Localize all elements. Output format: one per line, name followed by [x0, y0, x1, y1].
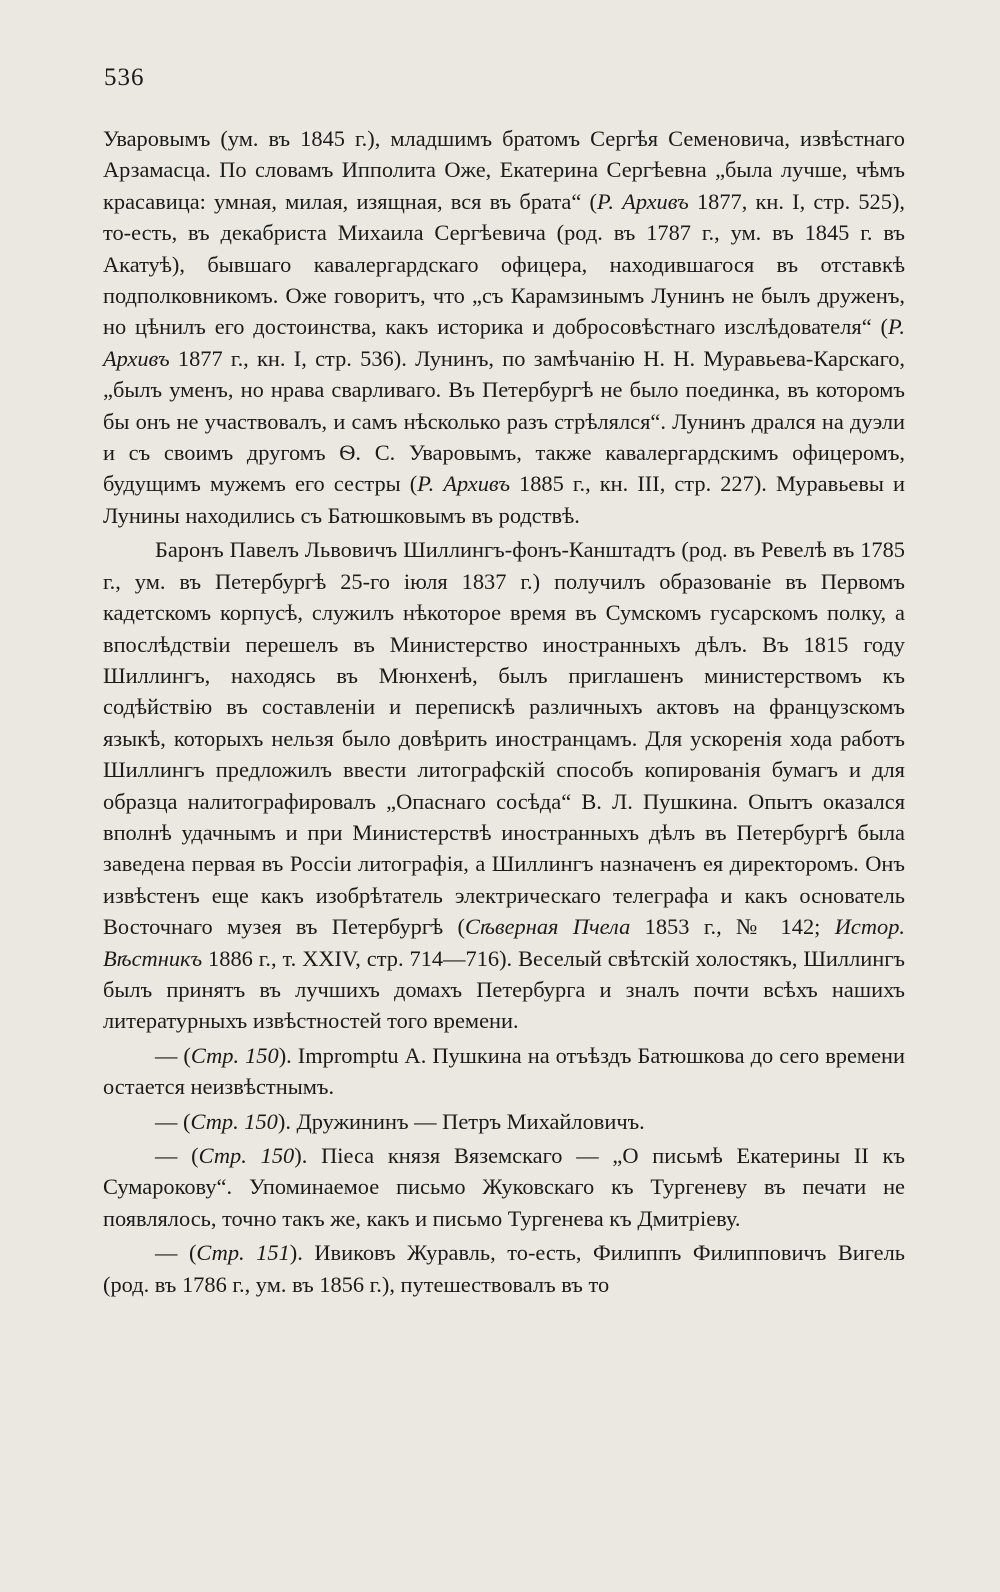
text-run: ). Дружининъ — Петръ Михайловичъ. — [277, 1108, 645, 1134]
paragraph-4 — [103, 1106, 905, 1137]
italic-citation: Р. Архивъ — [417, 471, 510, 497]
text-run: — ( — [155, 1143, 199, 1168]
text-run: 1853 г., № 142; — [630, 914, 835, 940]
italic-citation: Сѣверная Пчела — [465, 914, 631, 940]
italic-citation: Р. Архивъ — [103, 314, 905, 371]
text-run: — ( — [155, 1108, 191, 1134]
text-run: — ( — [155, 1240, 197, 1266]
paragraph-1 — [103, 123, 905, 531]
text-run: ). Піеса князя Вяземскаго — „О письмѣ Екатерины II къ Сумарокову“. Упоминаемое письмо Жуковскаго къ Тургеневу въ печати не появлялось, точно такъ же, какъ и письмо Тургенева къ Дмитріеву. — [103, 1143, 905, 1231]
text-run: — ( — [155, 1042, 191, 1068]
paragraph-2 — [103, 534, 905, 1037]
paragraph-3 — [103, 1040, 905, 1103]
text-run: Баронъ Павелъ Львовичъ Шиллингъ-фонъ-Канштадтъ (род. въ Ревелѣ въ 1785 г., ум. въ Петербургѣ 25-го іюля 1837 г.) получилъ образованіе въ Первомъ кадетскомъ корпусѣ, служилъ нѣкоторое время въ Сумскомъ гусарскомъ полку, а впослѣдствіи перешелъ въ Министерство иностранныхъ дѣлъ. Въ 1815 году Шиллингъ, находясь въ Мюнхенѣ, былъ приглашенъ министерствомъ къ содѣйствію въ составленіи и перепискѣ различныхъ актовъ на французскомъ языкѣ, которыхъ нельзя было довѣрить иностранцамъ. Для ускоренія хода работъ Шиллингъ предложилъ ввести литографскій способъ копированія бумагъ и для образца налитографировалъ „Опаснаго сосѣда“ В. Л. Пушкина. Опытъ оказался вполнѣ удачнымъ и при Министерствѣ иностранныхъ дѣлъ въ Петербургѣ была заведена первая въ Россіи литографія, а Шиллингъ назначенъ ея директоромъ. Онъ извѣстенъ еще какъ изобрѣтатель электрическаго телеграфа и какъ основатель Восточнаго музея въ Петербургѣ ( — [103, 537, 905, 940]
text-run: 1877 г., кн. I, стр. 536). Лунинъ, по замѣчанію Н. Н. Муравьева-Карскаго, „былъ уменъ, но нрава сварливаго. Въ Петербургѣ не было поединка, въ которомъ бы онъ не участвовалъ, и самъ нѣсколько разъ стрѣлялся“. Лунинъ дрался на дуэли и съ своимъ другомъ Ѳ. С. Уваровымъ, также кавалергардскимъ офицеромъ, будущимъ мужемъ его сестры ( — [103, 345, 905, 497]
italic-citation: Стр. 150 — [190, 1108, 278, 1134]
paragraph-5 — [103, 1140, 905, 1234]
text-run: 1877, кн. I, стр. 525), то-есть, въ декабриста Михаила Сергѣевича (род. въ 1787 г., ум. въ 1845 г. въ Акатуѣ), бывшаго кавалергардскаго офицера, находившагося въ отставкѣ подполковникомъ. Оже говоритъ, что „съ Карамзинымъ Лунинъ не былъ друженъ, но цѣнилъ его достоинства, какъ историка и добросовѣстнаго изслѣдователя“ ( — [103, 188, 905, 340]
italic-citation: Истор. Вѣстникъ — [103, 914, 906, 971]
italic-citation: Р. Архивъ — [596, 188, 689, 214]
text-run: ). Ивиковъ Журавль, то-есть, Филиппъ Филипповичъ Вигель (род. въ 1786 г., ум. въ 1856 г.), путешествовалъ въ то — [103, 1240, 905, 1297]
body-text — [103, 123, 905, 1303]
text-run: 1886 г., т. XXIV, стр. 714—716). Веселый свѣтскій холостякъ, Шиллингъ былъ принятъ въ лучшихъ домахъ Петербурга и зналъ почти всѣхъ нашихъ литературныхъ извѣстностей того времени. — [103, 945, 905, 1034]
paragraph-6 — [103, 1237, 905, 1300]
italic-citation: Стр. 151 — [196, 1240, 290, 1266]
italic-citation: Стр. 150 — [198, 1143, 295, 1168]
italic-citation: Стр. 150 — [190, 1042, 279, 1068]
page-number: 536 — [104, 64, 145, 91]
text-run: ). Impromptu А. Пушкина на отъѣздъ Батюшкова до сего времени остается неизвѣстнымъ. — [103, 1042, 906, 1100]
text-run: Уваровымъ (ум. въ 1845 г.), младшимъ братомъ Сергѣя Семеновича, извѣстнаго Арзамасца. По словамъ Ипполита Оже, Екатерина Сергѣевна „была лучше, чѣмъ красавица: умная, милая, изящная, вся въ брата“ ( — [103, 126, 905, 214]
text-run: 1885 г., кн. III, стр. 227). Муравьевы и Лунины находились съ Батюшковымъ въ родствѣ. — [103, 471, 906, 528]
